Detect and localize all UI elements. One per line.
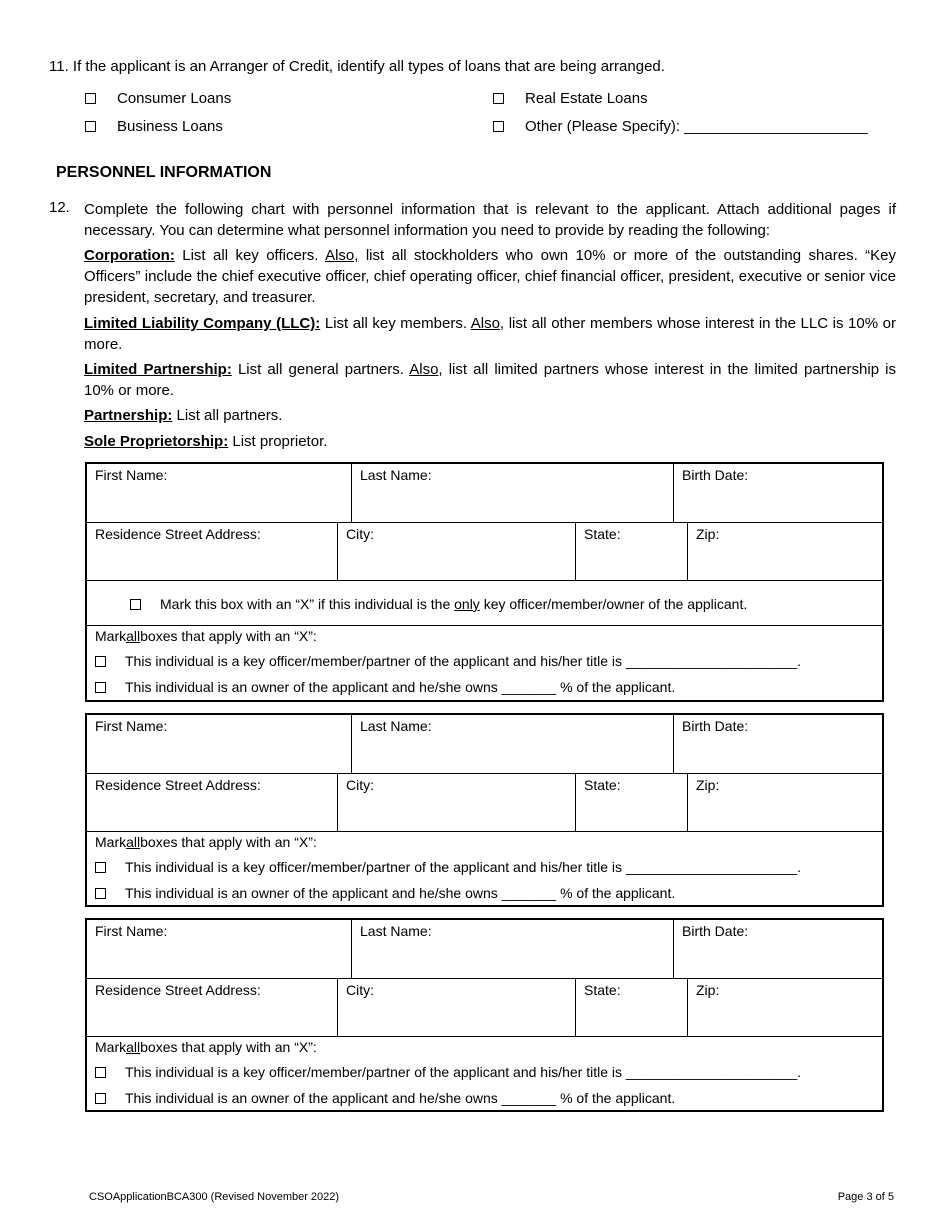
key-officer-checkbox[interactable] (95, 656, 106, 667)
llc-label: Limited Liability Company (LLC): (84, 315, 321, 332)
street-address-field[interactable] (87, 774, 338, 831)
footer-form-id: CSOApplicationBCA300 (Revised November 2022) (89, 1191, 340, 1203)
mark-text-post: boxes that apply with an “X”: (140, 628, 317, 644)
personnel-entry-3 (85, 918, 884, 1112)
partnership-paragraph (84, 405, 896, 426)
last-name-field[interactable] (352, 464, 674, 522)
key-officer-row (95, 653, 801, 669)
owner-label: This individual is an owner of the applicant and he/she owns _______ % of the applicant. (125, 1090, 676, 1106)
city-field[interactable] (338, 979, 576, 1036)
lp-text-2: list all limited partners whose interest in the limited partnership is 10% or more. (84, 361, 897, 399)
partnership-label: Partnership: (84, 407, 173, 424)
footer-page-number: Page 3 of 5 (837, 1191, 894, 1203)
state-label: State: (584, 526, 621, 542)
consumer-loans-checkbox[interactable] (85, 93, 96, 104)
first-name-label: First Name: (95, 923, 168, 939)
corporation-text-2: list all stockholders who own 10% or more of the outstanding shares. “Key Officers” include the chief executive officer, chief operating officer, chief financial officer, president, executive or senior vice president, secretary, and treasurer. (84, 247, 896, 306)
last-name-label: Last Name: (360, 718, 432, 734)
street-address-label: Residence Street Address: (95, 777, 261, 793)
last-name-label: Last Name: (360, 467, 432, 483)
mark-text-underlined: all (126, 834, 141, 850)
partnership-text: List all partners. (172, 407, 283, 424)
question-12-number: 12. (49, 199, 70, 216)
birth-date-field[interactable] (674, 715, 882, 773)
personnel-entry-1 (85, 462, 884, 702)
mark-text-pre: Mark (95, 834, 127, 850)
state-field[interactable] (576, 774, 688, 831)
personnel-entry-2 (85, 713, 884, 907)
birth-date-label: Birth Date: (682, 923, 749, 939)
sole-proprietorship-paragraph (84, 431, 896, 452)
mark-text-post: boxes that apply with an “X”: (140, 834, 317, 850)
owner-row (95, 885, 675, 901)
last-name-label: Last Name: (360, 923, 432, 939)
divider (87, 1036, 882, 1037)
zip-field[interactable] (688, 774, 882, 831)
key-officer-label: This individual is a key officer/member/partner of the applicant and his/her title is ______________________. (125, 859, 802, 875)
first-name-label: First Name: (95, 467, 168, 483)
zip-label: Zip: (696, 777, 720, 793)
other-loans-checkbox[interactable] (493, 121, 504, 132)
question-12-intro: Complete the following chart with personnel information that is relevant to the applicant. Attach additional pages if necessary. You can determine what personnel information you need to provide by reading the following: (84, 201, 896, 239)
name-row (87, 464, 882, 522)
street-address-label: Residence Street Address: (95, 982, 261, 998)
sole-proprietorship-text: List proprietor. (228, 433, 328, 450)
name-row (87, 920, 882, 978)
city-field[interactable] (338, 523, 576, 580)
llc-text-2: list all other members whose interest in the LLC is 10% or more. (84, 315, 896, 353)
birth-date-label: Birth Date: (682, 718, 749, 734)
only-individual-label (160, 596, 747, 612)
real-estate-loans-option[interactable] (493, 90, 648, 107)
first-name-label: First Name: (95, 718, 168, 734)
first-name-field[interactable] (87, 715, 352, 773)
last-name-field[interactable] (352, 920, 674, 978)
owner-checkbox[interactable] (95, 888, 106, 899)
zip-field[interactable] (688, 523, 882, 580)
business-loans-checkbox[interactable] (85, 121, 96, 132)
only-text-post: key officer/member/owner of the applicant. (479, 596, 748, 612)
key-officer-checkbox[interactable] (95, 1067, 106, 1078)
consumer-loans-label: Consumer Loans (117, 90, 232, 107)
birth-date-field[interactable] (674, 464, 882, 522)
key-officer-label: This individual is a key officer/member/partner of the applicant and his/her title is ______________________. (125, 1064, 802, 1080)
section-title: PERSONNEL INFORMATION (56, 164, 272, 181)
city-label: City: (346, 777, 374, 793)
lp-text-1: List all general partners. (231, 361, 410, 378)
street-address-field[interactable] (87, 979, 338, 1036)
name-row (87, 715, 882, 773)
only-text-underlined: only (454, 596, 480, 612)
corporation-label: Corporation: (84, 247, 175, 264)
lp-paragraph (84, 359, 896, 401)
street-address-label: Residence Street Address: (95, 526, 261, 542)
key-officer-row (95, 859, 801, 875)
state-label: State: (584, 777, 621, 793)
llc-also: Also, (470, 315, 505, 332)
last-name-field[interactable] (352, 715, 674, 773)
mark-text-post: boxes that apply with an “X”: (140, 1039, 317, 1055)
other-loans-option[interactable] (493, 118, 868, 135)
business-loans-label: Business Loans (117, 118, 223, 135)
owner-row (95, 679, 675, 695)
mark-text-underlined: all (126, 1039, 141, 1055)
city-label: City: (346, 982, 374, 998)
corporation-text-1: List all key officers. (174, 247, 326, 264)
business-loans-option[interactable] (85, 118, 223, 135)
corporation-also: Also, (325, 247, 359, 264)
state-label: State: (584, 982, 621, 998)
zip-field[interactable] (688, 979, 882, 1036)
first-name-field[interactable] (87, 920, 352, 978)
mark-text-underlined: all (126, 628, 141, 644)
divider (87, 625, 882, 626)
owner-row (95, 1090, 675, 1106)
address-row (87, 774, 882, 831)
only-individual-checkbox[interactable] (130, 599, 141, 610)
owner-label: This individual is an owner of the applicant and he/she owns _______ % of the applicant. (125, 885, 676, 901)
key-officer-checkbox[interactable] (95, 862, 106, 873)
real-estate-loans-checkbox[interactable] (493, 93, 504, 104)
question-11-text: 11. If the applicant is an Arranger of Credit, identify all types of loans that are being arranged. (49, 58, 665, 75)
owner-label: This individual is an owner of the applicant and he/she owns _______ % of the applicant. (125, 679, 676, 695)
sole-proprietorship-label: Sole Proprietorship: (84, 433, 229, 450)
state-field[interactable] (576, 979, 688, 1036)
only-individual-row (130, 596, 747, 612)
other-loans-label: Other (Please Specify): ______________________ (525, 118, 868, 135)
address-row (87, 523, 882, 580)
zip-label: Zip: (696, 526, 720, 542)
state-field[interactable] (576, 523, 688, 580)
mark-text-pre: Mark (95, 628, 127, 644)
mark-all-instruction (95, 1039, 317, 1055)
mark-all-instruction (95, 628, 317, 644)
only-text-pre: Mark this box with an “X” if this individual is the (160, 596, 455, 612)
birth-date-label: Birth Date: (682, 467, 749, 483)
real-estate-loans-label: Real Estate Loans (525, 90, 648, 107)
llc-paragraph (84, 313, 896, 355)
owner-checkbox[interactable] (95, 1093, 106, 1104)
key-officer-label: This individual is a key officer/member/partner of the applicant and his/her title is ______________________. (125, 653, 802, 669)
first-name-field[interactable] (87, 464, 352, 522)
consumer-loans-option[interactable] (85, 90, 231, 107)
address-row (87, 979, 882, 1036)
llc-text-1: List all key members. (320, 315, 471, 332)
mark-all-instruction (95, 834, 317, 850)
street-address-field[interactable] (87, 523, 338, 580)
city-field[interactable] (338, 774, 576, 831)
divider (87, 831, 882, 832)
lp-label: Limited Partnership: (84, 361, 232, 378)
city-label: City: (346, 526, 374, 542)
corporation-paragraph (84, 245, 896, 308)
zip-label: Zip: (696, 982, 720, 998)
divider (87, 580, 882, 581)
birth-date-field[interactable] (674, 920, 882, 978)
owner-checkbox[interactable] (95, 682, 106, 693)
key-officer-row (95, 1064, 801, 1080)
lp-also: Also, (409, 361, 443, 378)
mark-text-pre: Mark (95, 1039, 127, 1055)
